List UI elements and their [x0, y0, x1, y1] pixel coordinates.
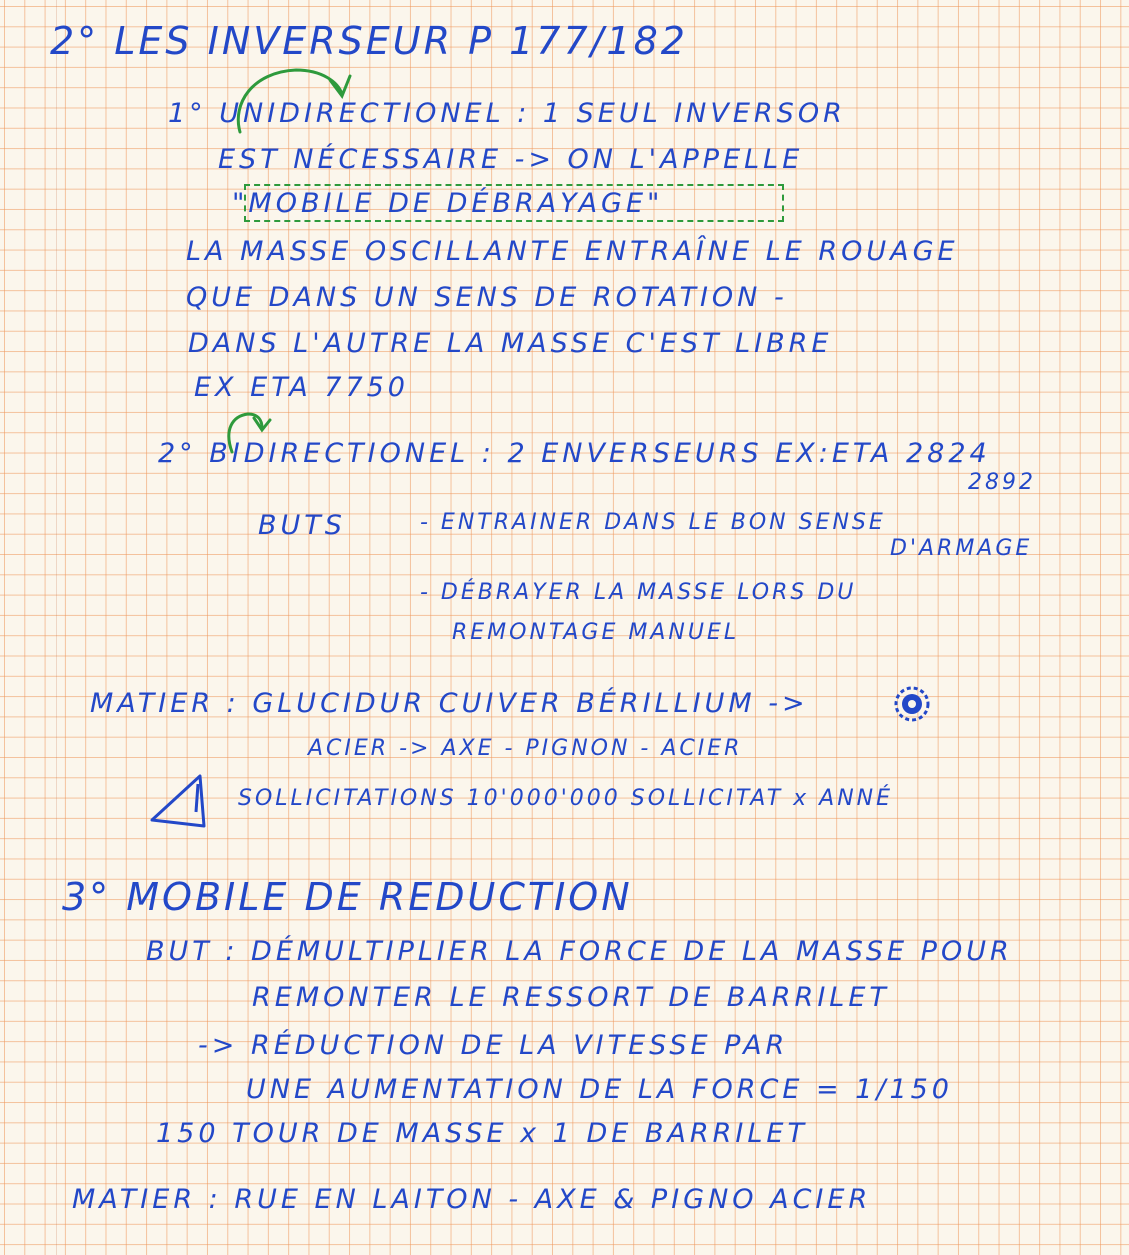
page-margin-line — [56, 0, 57, 1255]
reduction-line-5: 150 TOUR DE MASSE x 1 DE BARRILET — [156, 1118, 808, 1149]
unidirectional-line-3: "MOBILE DE DÉBRAYAGE" — [232, 188, 664, 219]
reduction-line-3: -> RÉDUCTION DE LA VITESSE PAR — [198, 1030, 789, 1061]
matier-line-2: ACIER -> AXE - PIGNON - ACIER — [308, 736, 743, 761]
reduction-line-1: BUT : DÉMULTIPLIER LA FORCE DE LA MASSE POUR — [146, 936, 1013, 967]
buts-item-2: - DÉBRAYER LA MASSE LORS DU — [420, 580, 857, 605]
reduction-line-4: UNE AUMENTATION DE LA FORCE = 1/150 — [246, 1074, 953, 1105]
buts-item-1: - ENTRAINER DANS LE BON SENSE — [420, 510, 886, 535]
bidirectional-line-1: 2° BIDIRECTIONEL : 2 ENVERSEURS EX:ETA 2824 — [158, 438, 991, 469]
buts-item-1b: D'ARMAGE — [890, 536, 1033, 561]
unidirectional-line-7: EX ETA 7750 — [194, 372, 409, 403]
unidirectional-line-6: DANS L'AUTRE LA MASSE C'EST LIBRE — [188, 328, 833, 359]
gear-icon — [896, 688, 928, 720]
bidirectional-line-1b: 2892 — [968, 470, 1036, 495]
buts-item-2b: REMONTAGE MANUEL — [452, 620, 740, 645]
unidirectional-line-1: 1° UNIDIRECTIONEL : 1 SEUL INVERSOR — [168, 98, 846, 129]
matier-2-line: MATIER : RUE EN LAITON - AXE & PIGNO ACIER — [72, 1184, 872, 1215]
reduction-line-2: REMONTER LE RESSORT DE BARRILET — [252, 982, 890, 1013]
unidirectional-line-5: QUE DANS UN SENS DE ROTATION - — [186, 282, 788, 313]
warning-line: SOLLICITATIONS 10'000'000 SOLLICITAT x ANNÉ — [238, 786, 894, 811]
unidirectional-line-2: EST NÉCESSAIRE -> ON L'APPELLE — [218, 144, 804, 175]
section-2-heading: 2° LES INVERSEUR P 177/182 — [50, 19, 688, 63]
section-3-heading: 3° MOBILE DE REDUCTION — [62, 875, 633, 919]
warning-triangle-icon — [152, 776, 204, 826]
unidirectional-line-4: LA MASSE OSCILLANTE ENTRAÎNE LE ROUAGE — [186, 236, 959, 267]
matier-line-1: MATIER : GLUCIDUR CUIVER BÉRILLIUM -> — [90, 688, 809, 719]
buts-label: BUTS — [258, 510, 346, 541]
